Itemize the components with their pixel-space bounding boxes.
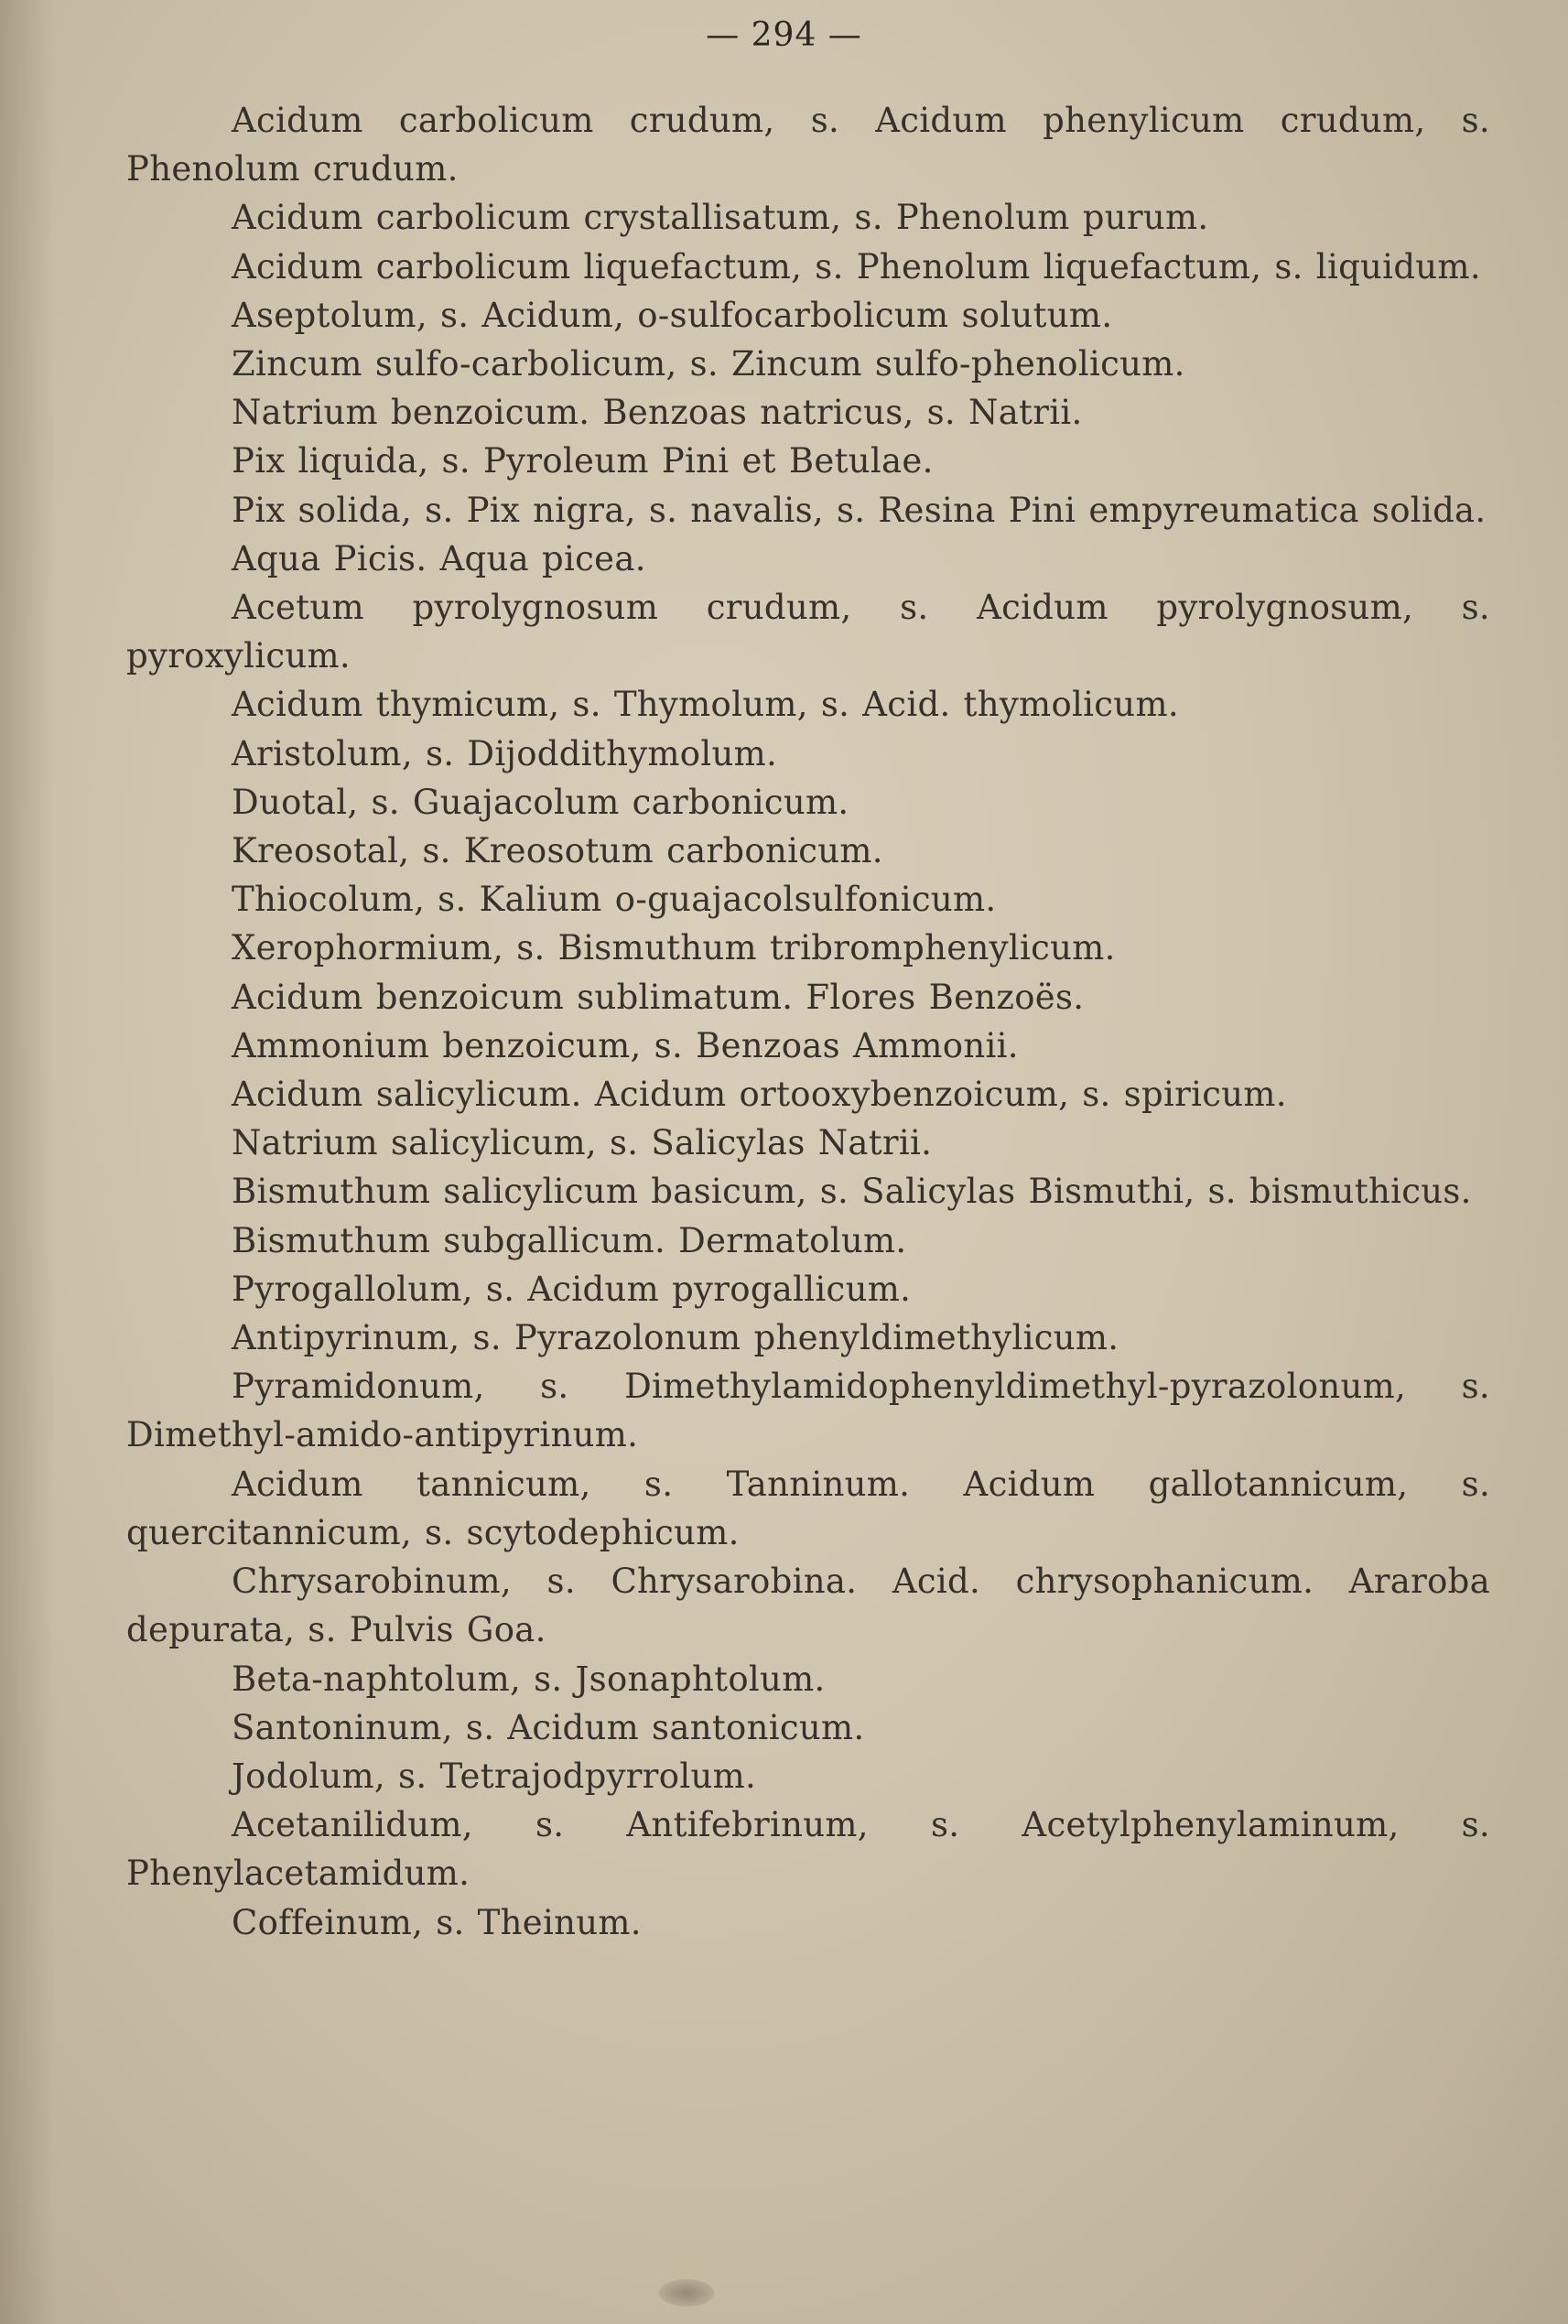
list-item: Ammonium benzoicum, s. Benzoas Ammonii. — [232, 1025, 1019, 1065]
list-item: Pix solida, s. Pix nigra, s. navalis, s. Resina Pini empyreumatica solida. — [232, 490, 1487, 530]
entry-list — [126, 96, 1490, 1947]
list-item: Acidum carbolicum crudum, s. Acidum phenylicum crudum, s. Phenolum crudum. — [126, 101, 1490, 189]
list-item: Aseptolum, s. Acidum, o-sulfocarbolicum solutum. — [232, 295, 1113, 335]
list-item: Acidum carbolicum crystallisatum, s. Phenolum purum. — [232, 198, 1209, 238]
list-item: Xerophormium, s. Bismuthum tribromphenylicum. — [232, 928, 1116, 968]
list-item: Acidum carbolicum liquefactum, s. Phenolum liquefactum, s. liquidum. — [232, 246, 1481, 286]
list-item: Bismuthum salicylicum basicum, s. Salicylas Bismuthi, s. bismuthicus. — [232, 1172, 1472, 1212]
list-item: Duotal, s. Guajacolum carbonicum. — [232, 782, 849, 822]
list-item: Pyramidonum, s. Dimethylamidophenyldimethyl-pyrazolonum, s. Dimethyl-amido-antipyrinum. — [126, 1367, 1490, 1455]
ink-smudge — [659, 2279, 714, 2307]
list-item: Acidum thymicum, s. Thymolum, s. Acid. thymolicum. — [232, 685, 1179, 725]
list-item: Kreosotal, s. Kreosotum carbonicum. — [232, 831, 883, 871]
list-item: Santoninum, s. Acidum santonicum. — [232, 1707, 865, 1747]
list-item: Beta-naphtolum, s. Jsonaphtolum. — [232, 1659, 826, 1699]
list-item: Acetanilidum, s. Antifebrinum, s. Acetylphenylaminum, s. Phenylacetamidum. — [126, 1805, 1490, 1894]
list-item: Acidum benzoicum sublimatum. Flores Benzoës. — [232, 977, 1085, 1017]
list-item: Acidum salicylicum. Acidum ortooxybenzoicum, s. spiricum. — [232, 1075, 1287, 1115]
list-item: Natrium salicylicum, s. Salicylas Natrii. — [232, 1123, 933, 1163]
list-item: Antipyrinum, s. Pyrazolonum phenyldimethylicum. — [232, 1318, 1119, 1358]
list-item: Acetum pyrolygnosum crudum, s. Acidum pyrolygnosum, s. pyroxylicum. — [126, 588, 1490, 676]
list-item: Coffeinum, s. Theinum. — [232, 1902, 642, 1942]
page-number: — 294 — — [706, 16, 862, 54]
page-fold-shadow — [0, 0, 55, 2324]
list-item: Acidum tannicum, s. Tanninum. Acidum gallotannicum, s. quercitannicum, s. scytodephicum. — [126, 1464, 1490, 1552]
list-item: Aqua Picis. Aqua picea. — [232, 538, 646, 578]
list-item: Aristolum, s. Dijoddithymolum. — [232, 733, 778, 773]
list-item: Zincum sulfo-carbolicum, s. Zincum sulfo-phenolicum. — [232, 344, 1185, 384]
list-item: Pix liquida, s. Pyroleum Pini et Betulae. — [232, 441, 934, 481]
list-item: Bismuthum subgallicum. Dermatolum. — [232, 1220, 907, 1260]
list-item: Jodolum, s. Tetrajodpyrrolum. — [232, 1756, 757, 1796]
list-item: Chrysarobinum, s. Chrysarobina. Acid. chrysophanicum. Araroba depurata, s. Pulvis Goa. — [126, 1562, 1490, 1650]
list-item: Pyrogallolum, s. Acidum pyrogallicum. — [232, 1269, 912, 1309]
list-item: Natrium benzoicum. Benzoas natricus, s. Natrii. — [232, 393, 1083, 433]
list-item: Thiocolum, s. Kalium o-guajacolsulfonicum. — [232, 880, 997, 920]
